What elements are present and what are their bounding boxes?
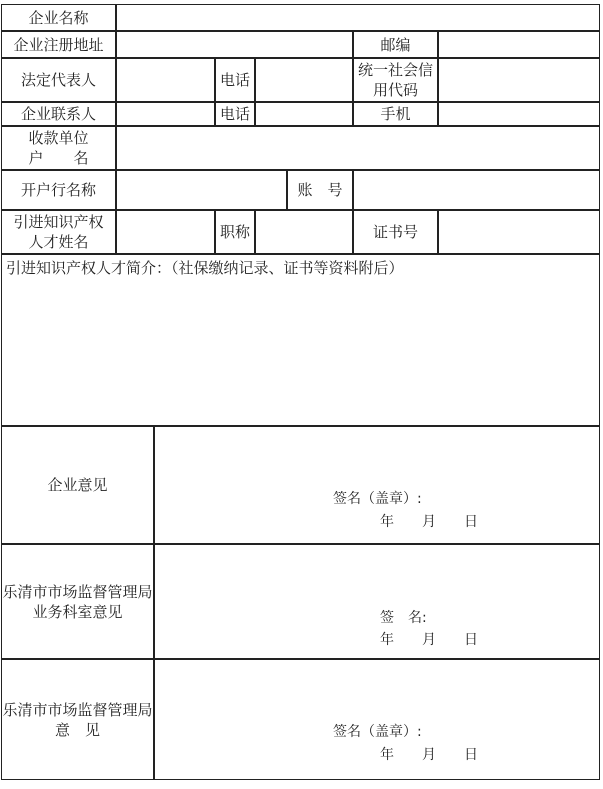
- phone-label-2: [215, 102, 255, 126]
- mobile-field[interactable]: [438, 102, 600, 126]
- payee-label: [1, 126, 116, 170]
- payee-label-line2: 户 名: [28, 149, 89, 167]
- company-date-label: 年 月 日: [380, 514, 478, 530]
- credit-code-label: [353, 58, 438, 102]
- talent-name-label-line1: 引进知识产权: [13, 213, 104, 231]
- bank-label-text: 开户行名称: [20, 181, 96, 199]
- reg-address-field[interactable]: [116, 31, 353, 58]
- talent-intro-area[interactable]: [1, 254, 600, 426]
- talent-name-field[interactable]: [116, 210, 215, 254]
- postcode-field[interactable]: [438, 31, 600, 58]
- phone-label-1-text: 电话: [219, 71, 250, 89]
- bureau-sign-label: 签名（盖章）:: [333, 724, 422, 740]
- title-field[interactable]: [255, 210, 353, 254]
- postcode-label-text: 邮编: [380, 35, 411, 54]
- legal-rep-phone-field[interactable]: [255, 58, 353, 102]
- mobile-label-text: 手机: [380, 105, 411, 123]
- dept-opinion-field[interactable]: [154, 544, 600, 659]
- phone-label-2-text: 电话: [219, 105, 250, 123]
- dept-opinion-label: [1, 544, 154, 659]
- bureau-opinion-label-line2: 意 见: [54, 720, 100, 739]
- phone-label-1: [215, 58, 255, 102]
- credit-code-field[interactable]: [438, 58, 600, 102]
- credit-code-label-line2: 用代码: [372, 81, 418, 99]
- talent-intro-label: 引进知识产权人才简介：（社保缴纳记录、证书等资料附后）: [6, 259, 404, 277]
- talent-name-label: [1, 210, 116, 254]
- postcode-label: [353, 31, 438, 58]
- dept-date-label: 年 月 日: [380, 632, 478, 648]
- company-opinion-label-text: 企业意见: [47, 476, 108, 494]
- credit-code-label-line1: 统一社会信: [357, 61, 433, 79]
- cert-label-text: 证书号: [372, 223, 418, 241]
- bureau-opinion-field[interactable]: [154, 659, 600, 780]
- contact-field[interactable]: [116, 102, 215, 126]
- reg-address-label: [1, 31, 116, 58]
- legal-rep-label: [1, 58, 116, 102]
- bank-field[interactable]: [116, 170, 287, 210]
- company-opinion-field[interactable]: [154, 426, 600, 544]
- company-sign-label: 签名（盖章）:: [333, 491, 422, 507]
- company-opinion-label: [1, 426, 154, 544]
- bank-label: [1, 170, 116, 210]
- title-label: [215, 210, 255, 254]
- reg-address-label-text: 企业注册地址: [13, 35, 104, 54]
- application-form: [2, 5, 600, 780]
- dept-opinion-label-line1: 乐清市市场监督管理局: [2, 582, 153, 601]
- company-name-label: [1, 4, 116, 31]
- mobile-label: [353, 102, 438, 126]
- cert-field[interactable]: [438, 210, 600, 254]
- account-label-text: 账 号: [297, 181, 343, 199]
- dept-sign-label: 签 名:: [380, 610, 427, 626]
- account-label: [287, 170, 353, 210]
- bureau-opinion-label-line1: 乐清市市场监督管理局: [2, 700, 153, 719]
- legal-rep-field[interactable]: [116, 58, 215, 102]
- payee-field[interactable]: [116, 126, 600, 170]
- title-label-text: 职称: [219, 223, 250, 241]
- contact-label: [1, 102, 116, 126]
- payee-label-line1: 收款单位: [28, 129, 89, 147]
- company-name-field[interactable]: [116, 4, 600, 31]
- contact-phone-field[interactable]: [255, 102, 353, 126]
- legal-rep-label-text: 法定代表人: [20, 71, 96, 89]
- talent-name-label-line2: 人才姓名: [28, 233, 89, 251]
- company-name-label-text: 企业名称: [28, 8, 89, 27]
- cert-label: [353, 210, 438, 254]
- account-field[interactable]: [353, 170, 600, 210]
- contact-label-text: 企业联系人: [20, 105, 96, 123]
- bureau-date-label: 年 月 日: [380, 747, 478, 763]
- bureau-opinion-label: [1, 659, 154, 780]
- dept-opinion-label-line2: 业务科室意见: [32, 602, 123, 621]
